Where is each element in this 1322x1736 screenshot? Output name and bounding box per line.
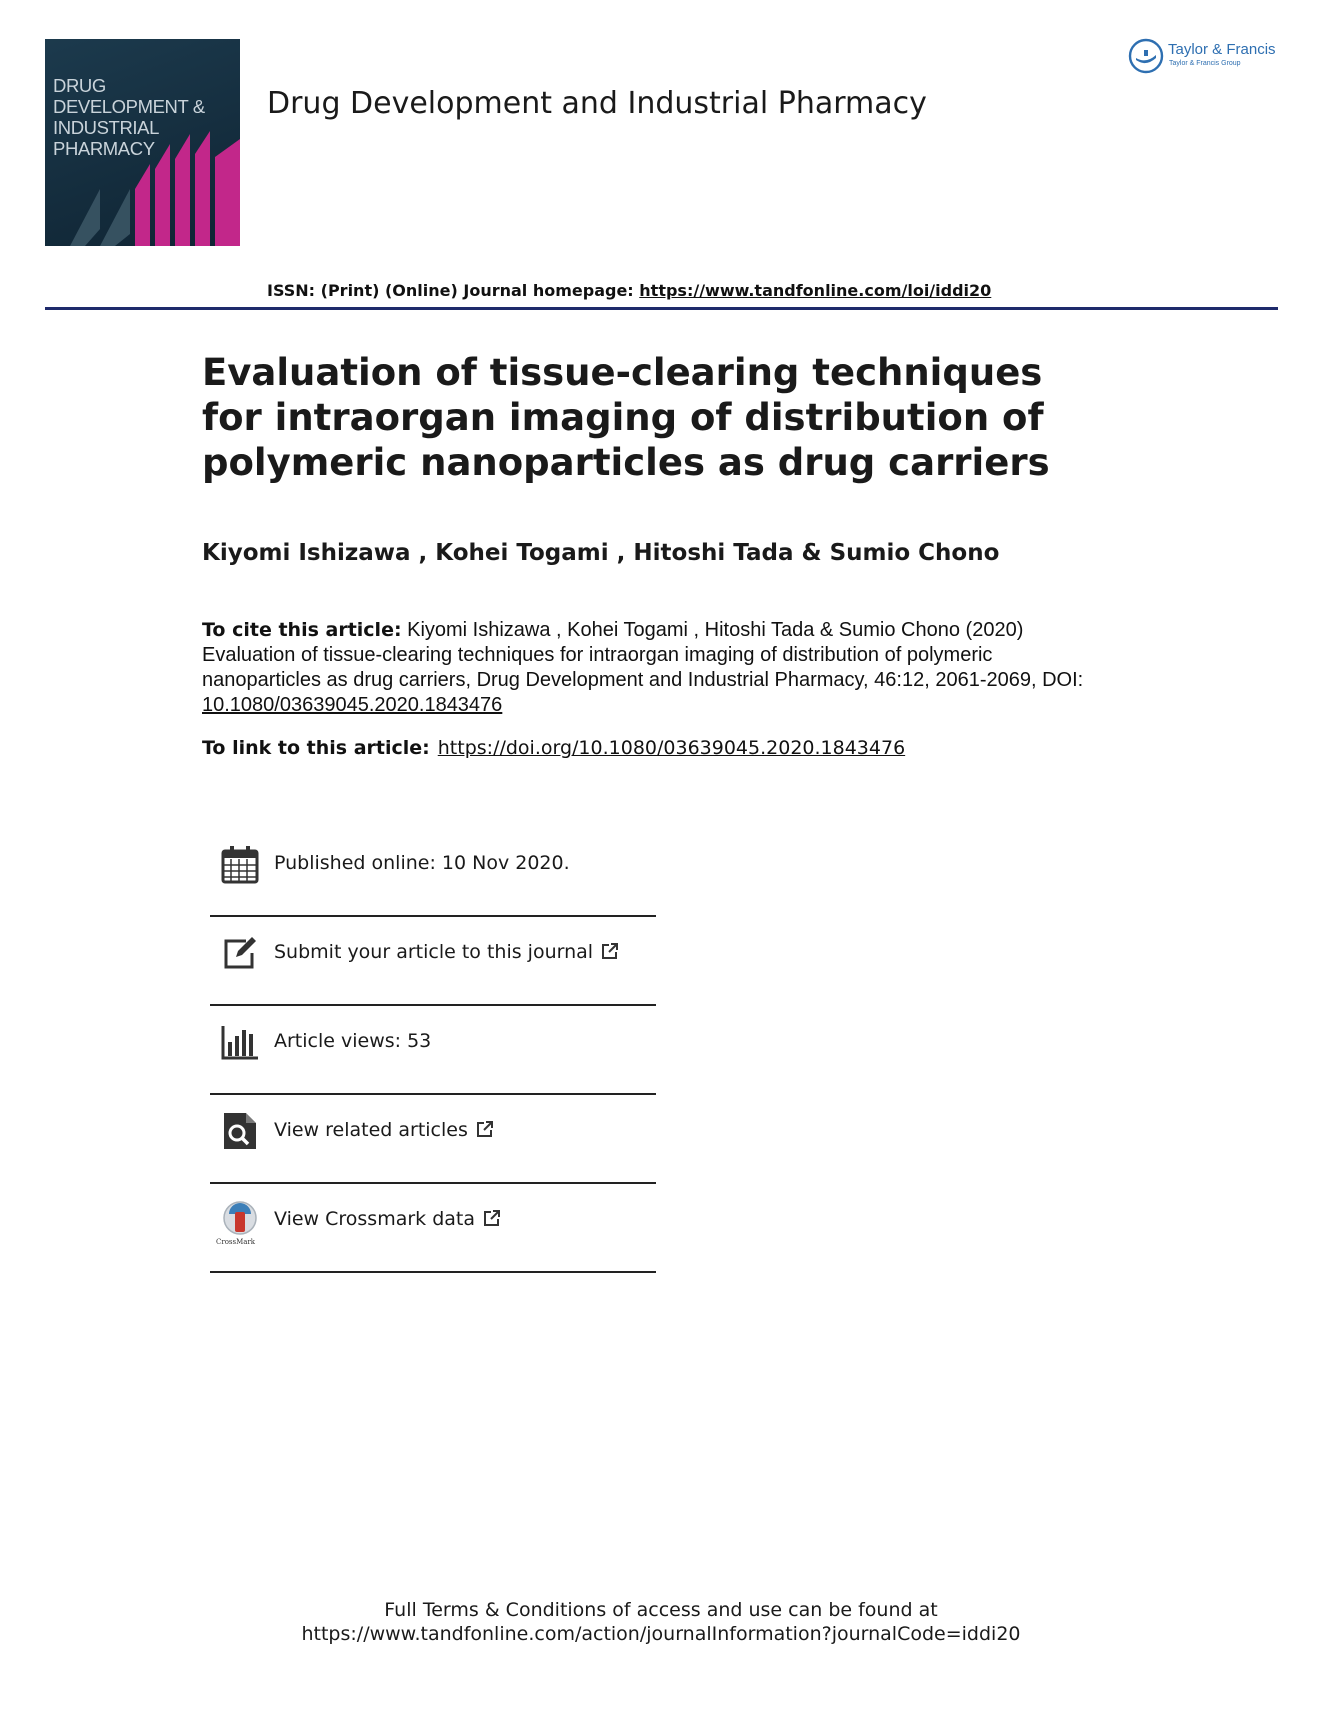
header-divider xyxy=(45,307,1278,310)
taylor-francis-lamp-icon xyxy=(1128,38,1164,74)
citation-label: To cite this article: xyxy=(202,619,402,641)
citation-text: Kiyomi Ishizawa , Kohei Togami , Hitoshi Tada & Sumio Chono (2020) Evaluation of tissue-clearing techniques for intraorgan imaging of distribution of polymeric nanoparticles as drug carriers, Drug Development and Industrial Pharmacy, 46:12, 2061-2069, DOI: xyxy=(202,619,1084,691)
article-authors: Kiyomi Ishizawa , Kohei Togami , Hitoshi Tada & Sumio Chono xyxy=(202,540,1000,566)
terms-footer xyxy=(0,1598,1322,1646)
issn-label: ISSN: (Print) (Online) Journal homepage: xyxy=(267,281,640,300)
bar-chart-icon xyxy=(220,1022,260,1062)
external-link-icon xyxy=(601,942,619,960)
related-articles-item[interactable] xyxy=(210,1095,656,1184)
submit-article-text: Submit your article to this journal xyxy=(274,941,594,963)
cover-title: DRUG DEVELOPMENT & INDUSTRIAL PHARMACY xyxy=(53,75,205,159)
related-articles-link[interactable] xyxy=(274,1119,494,1141)
publisher-name: Taylor & Francis xyxy=(1168,41,1276,58)
journal-cover-image xyxy=(45,39,240,246)
crossmark-item[interactable] xyxy=(210,1184,656,1273)
article-views-item xyxy=(210,1006,656,1095)
terms-line-1: Full Terms & Conditions of access and use can be found at xyxy=(384,1599,938,1621)
article-link-line xyxy=(202,737,905,759)
crossmark-caption: CrossMark xyxy=(216,1238,256,1246)
crossmark-text: View Crossmark data xyxy=(274,1208,476,1230)
submit-article-item[interactable] xyxy=(210,917,656,1006)
issn-line xyxy=(267,281,991,300)
related-articles-text: View related articles xyxy=(274,1119,468,1141)
terms-url[interactable]: https://www.tandfonline.com/action/journalInformation?journalCode=iddi20 xyxy=(301,1623,1021,1645)
citation-doi-link[interactable]: 10.1080/03639045.2020.1843476 xyxy=(202,694,503,716)
document-search-icon xyxy=(220,1111,260,1151)
calendar-icon xyxy=(220,844,260,884)
journal-homepage-link[interactable]: https://www.tandfonline.com/loi/iddi20 xyxy=(639,281,992,300)
journal-name: Drug Development and Industrial Pharmacy xyxy=(267,86,927,121)
edit-icon xyxy=(220,933,260,973)
crossmark-link[interactable] xyxy=(274,1208,501,1230)
article-info-list xyxy=(210,828,656,1273)
external-link-icon xyxy=(483,1209,501,1227)
article-link-label: To link to this article: xyxy=(202,737,430,759)
published-online-item xyxy=(210,828,656,917)
external-link-icon xyxy=(476,1120,494,1138)
submit-article-link[interactable] xyxy=(274,941,619,963)
crossmark-icon xyxy=(220,1200,260,1240)
publisher-logo[interactable] xyxy=(1128,38,1288,78)
article-views-text: Article views: 53 xyxy=(274,1030,432,1052)
published-online-text: Published online: 10 Nov 2020. xyxy=(274,852,570,874)
publisher-group: Taylor & Francis Group xyxy=(1169,60,1241,67)
article-link-url[interactable]: https://doi.org/10.1080/03639045.2020.1843476 xyxy=(437,737,906,759)
article-title: Evaluation of tissue-clearing techniques for intraorgan imaging of distribution of polymeric nanoparticles as drug carriers xyxy=(202,351,1050,484)
citation-block xyxy=(202,618,1102,718)
